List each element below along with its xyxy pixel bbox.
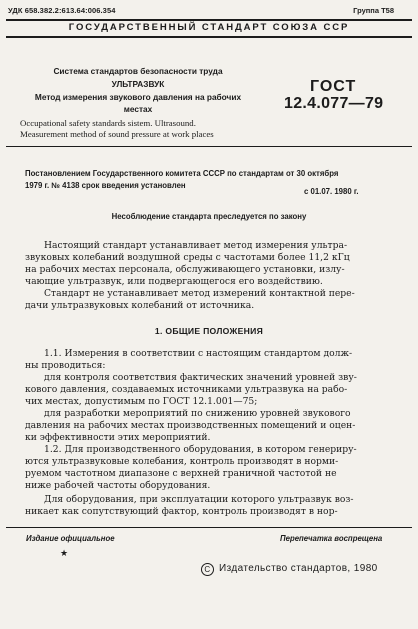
section-line: никает как сопутствующий фактор, контроль производят в нор- (25, 506, 338, 517)
section-line: ются ультразвуковые колебания, контроль производят в норми- (25, 456, 339, 467)
effective-date: с 01.07. 1980 г. (304, 187, 359, 196)
section-line: кового давления, создаваемых источниками ультразвука на рабо- (25, 384, 348, 395)
group-code: Группа Т58 (353, 6, 394, 15)
star-mark: ★ (60, 549, 69, 559)
udk-code: УДК 658.382.2:613.64:006.354 (8, 6, 116, 15)
english-title-line2: Measurement method of sound pressure at work places (20, 129, 214, 139)
system-title: Система стандартов безопасности труда (53, 66, 223, 76)
section-line: Для оборудования, при эксплуатации которого ультразвук воз- (44, 494, 354, 505)
gost-number: 12.4.077—79 (284, 95, 384, 112)
section-line: ниже рабочей частоты оборудования. (25, 480, 211, 491)
subject-title: УЛЬТРАЗВУК (111, 79, 165, 89)
intro-line: Настоящий стандарт устанавливает метод измерения ультра- (44, 240, 348, 251)
section-1-title: 1. ОБЩИЕ ПОЛОЖЕНИЯ (154, 326, 264, 336)
section-line: 1.1. Измерения в соответствии с настоящим стандартом долж- (44, 348, 353, 359)
section-line: для контроля соответствия фактических значений уровней зву- (44, 372, 357, 383)
resolution-line2: 1979 г. № 4138 срок введения установлен (25, 181, 186, 190)
section-line: руемом частотном диапазоне с верхней граничной частотой не (25, 468, 337, 479)
intro-line: дачи ультразвуковых колебаний от источника. (25, 300, 255, 311)
section-line: давления на рабочих местах производственных помещений и оцен- (25, 420, 356, 431)
intro-line: чающие ультразвук, или подвергающегося его воздействию. (25, 276, 323, 287)
top-rule (6, 19, 412, 21)
intro-line: на рабочих местах персонала, обслуживающего установки, излу- (25, 264, 345, 275)
english-title-line1: Occupational safety standards sistem. Ultrasound. (20, 118, 196, 128)
title-rule (6, 146, 412, 147)
state-standard-banner: ГОСУДАРСТВЕННЫЙ СТАНДАРТ СОЮЗА ССР (68, 22, 350, 33)
section-line: для разработки мероприятий по снижению уровней звукового (44, 408, 351, 419)
banner-rule (6, 36, 412, 38)
publisher-line (201, 563, 378, 576)
copyright-icon: С (201, 563, 214, 576)
official-edition: Издание официальное (26, 534, 115, 543)
section-line: чих местах, допустимым по ГОСТ 12.1.001—75; (25, 396, 258, 407)
footer-rule (6, 527, 412, 528)
method-title-line2: местах (123, 104, 153, 114)
section-line: 1.2. Для производственного оборудования, в котором генериру- (44, 444, 357, 455)
liability-note: Несоблюдение стандарта преследуется по закону (111, 212, 307, 221)
intro-line: звуковых колебаний воздушной среды с частотами более 11,2 кГц (25, 252, 350, 263)
method-title-line1: Метод измерения звукового давления на рабочих (34, 92, 242, 102)
section-line: ны проводиться: (25, 360, 106, 371)
intro-line: Стандарт не устанавливает метод измерений контактной пере- (44, 288, 355, 299)
publisher-name: Издательство стандартов, 1980 (219, 563, 378, 574)
gost-label: ГОСТ (310, 78, 357, 95)
resolution-line1: Постановлением Государственного комитета СССР по стандартам от 30 октября (25, 169, 339, 178)
reprint-prohibited: Перепечатка воспрещена (280, 534, 383, 543)
section-line: ки эффективности этих мероприятий. (25, 432, 211, 443)
